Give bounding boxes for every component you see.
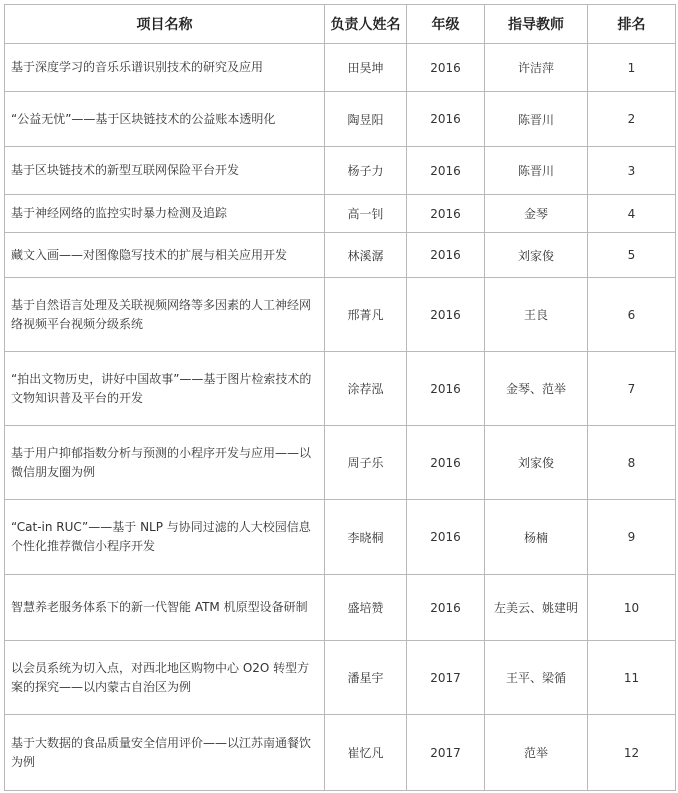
table-row (5, 278, 676, 352)
grade: 2017 (407, 641, 485, 715)
advisor: 王良 (485, 278, 588, 352)
advisor: 刘家俊 (485, 233, 588, 278)
project-name: “拍出文物历史，讲好中国故事”——基于图片检索技术的文物知识普及平台的开发 (5, 352, 325, 426)
grade: 2016 (407, 352, 485, 426)
project-name: 基于深度学习的音乐乐谱识别技术的研究及应用 (5, 44, 325, 92)
project-name: 基于神经网络的监控实时暴力检测及追踪 (5, 195, 325, 233)
rank: 1 (588, 44, 676, 92)
advisor: 金琴、范举 (485, 352, 588, 426)
table-row (5, 92, 676, 147)
table-row (5, 352, 676, 426)
project-table (4, 4, 676, 791)
leader-name: 杨子力 (325, 147, 407, 195)
advisor: 金琴 (485, 195, 588, 233)
table-row (5, 426, 676, 500)
project-name: 基于区块链技术的新型互联网保险平台开发 (5, 147, 325, 195)
grade: 2016 (407, 44, 485, 92)
table-row (5, 575, 676, 641)
grade: 2016 (407, 500, 485, 575)
table-row (5, 44, 676, 92)
grade: 2016 (407, 195, 485, 233)
rank: 10 (588, 575, 676, 641)
project-name: 智慧养老服务体系下的新一代智能 ATM 机原型设备研制 (5, 575, 325, 641)
grade: 2016 (407, 92, 485, 147)
rank: 11 (588, 641, 676, 715)
grade: 2017 (407, 715, 485, 791)
leader-name: 周子乐 (325, 426, 407, 500)
header-advisor: 指导教师 (485, 5, 588, 44)
rank: 4 (588, 195, 676, 233)
header-project: 项目名称 (5, 5, 325, 44)
project-name: “Cat-in RUC”——基于 NLP 与协同过滤的人大校园信息个性化推荐微信小程序开发 (5, 500, 325, 575)
project-name: 藏文入画——对图像隐写技术的扩展与相关应用开发 (5, 233, 325, 278)
rank: 9 (588, 500, 676, 575)
table-row (5, 715, 676, 791)
table-row (5, 641, 676, 715)
leader-name: 田昊坤 (325, 44, 407, 92)
leader-name: 高一钊 (325, 195, 407, 233)
advisor: 王平、梁循 (485, 641, 588, 715)
leader-name: 李晓桐 (325, 500, 407, 575)
header-rank: 排名 (588, 5, 676, 44)
rank: 2 (588, 92, 676, 147)
leader-name: 盛培赞 (325, 575, 407, 641)
rank: 5 (588, 233, 676, 278)
project-name: 以会员系统为切入点，对西北地区购物中心 O2O 转型方案的探究——以内蒙古自治区为例 (5, 641, 325, 715)
rank: 7 (588, 352, 676, 426)
advisor: 许洁萍 (485, 44, 588, 92)
project-name: 基于自然语言处理及关联视频网络等多因素的人工神经网络视频平台视频分级系统 (5, 278, 325, 352)
advisor: 范举 (485, 715, 588, 791)
table-row (5, 500, 676, 575)
header-row (5, 5, 676, 44)
table-row (5, 195, 676, 233)
leader-name: 陶昱阳 (325, 92, 407, 147)
advisor: 陈晋川 (485, 92, 588, 147)
advisor: 刘家俊 (485, 426, 588, 500)
grade: 2016 (407, 575, 485, 641)
leader-name: 潘星宇 (325, 641, 407, 715)
table-row (5, 147, 676, 195)
rank: 6 (588, 278, 676, 352)
header-grade: 年级 (407, 5, 485, 44)
leader-name: 邢菁凡 (325, 278, 407, 352)
grade: 2016 (407, 233, 485, 278)
leader-name: 林溪潺 (325, 233, 407, 278)
advisor: 杨楠 (485, 500, 588, 575)
project-name: “公益无忧”——基于区块链技术的公益账本透明化 (5, 92, 325, 147)
grade: 2016 (407, 147, 485, 195)
rank: 8 (588, 426, 676, 500)
grade: 2016 (407, 278, 485, 352)
project-name: 基于用户抑郁指数分析与预测的小程序开发与应用——以微信朋友圈为例 (5, 426, 325, 500)
advisor: 陈晋川 (485, 147, 588, 195)
leader-name: 崔忆凡 (325, 715, 407, 791)
header-leader: 负责人姓名 (325, 5, 407, 44)
leader-name: 涂荐泓 (325, 352, 407, 426)
advisor: 左美云、姚建明 (485, 575, 588, 641)
rank: 12 (588, 715, 676, 791)
rank: 3 (588, 147, 676, 195)
project-name: 基于大数据的食品质量安全信用评价——以江苏南通餐饮为例 (5, 715, 325, 791)
grade: 2016 (407, 426, 485, 500)
table-row (5, 233, 676, 278)
